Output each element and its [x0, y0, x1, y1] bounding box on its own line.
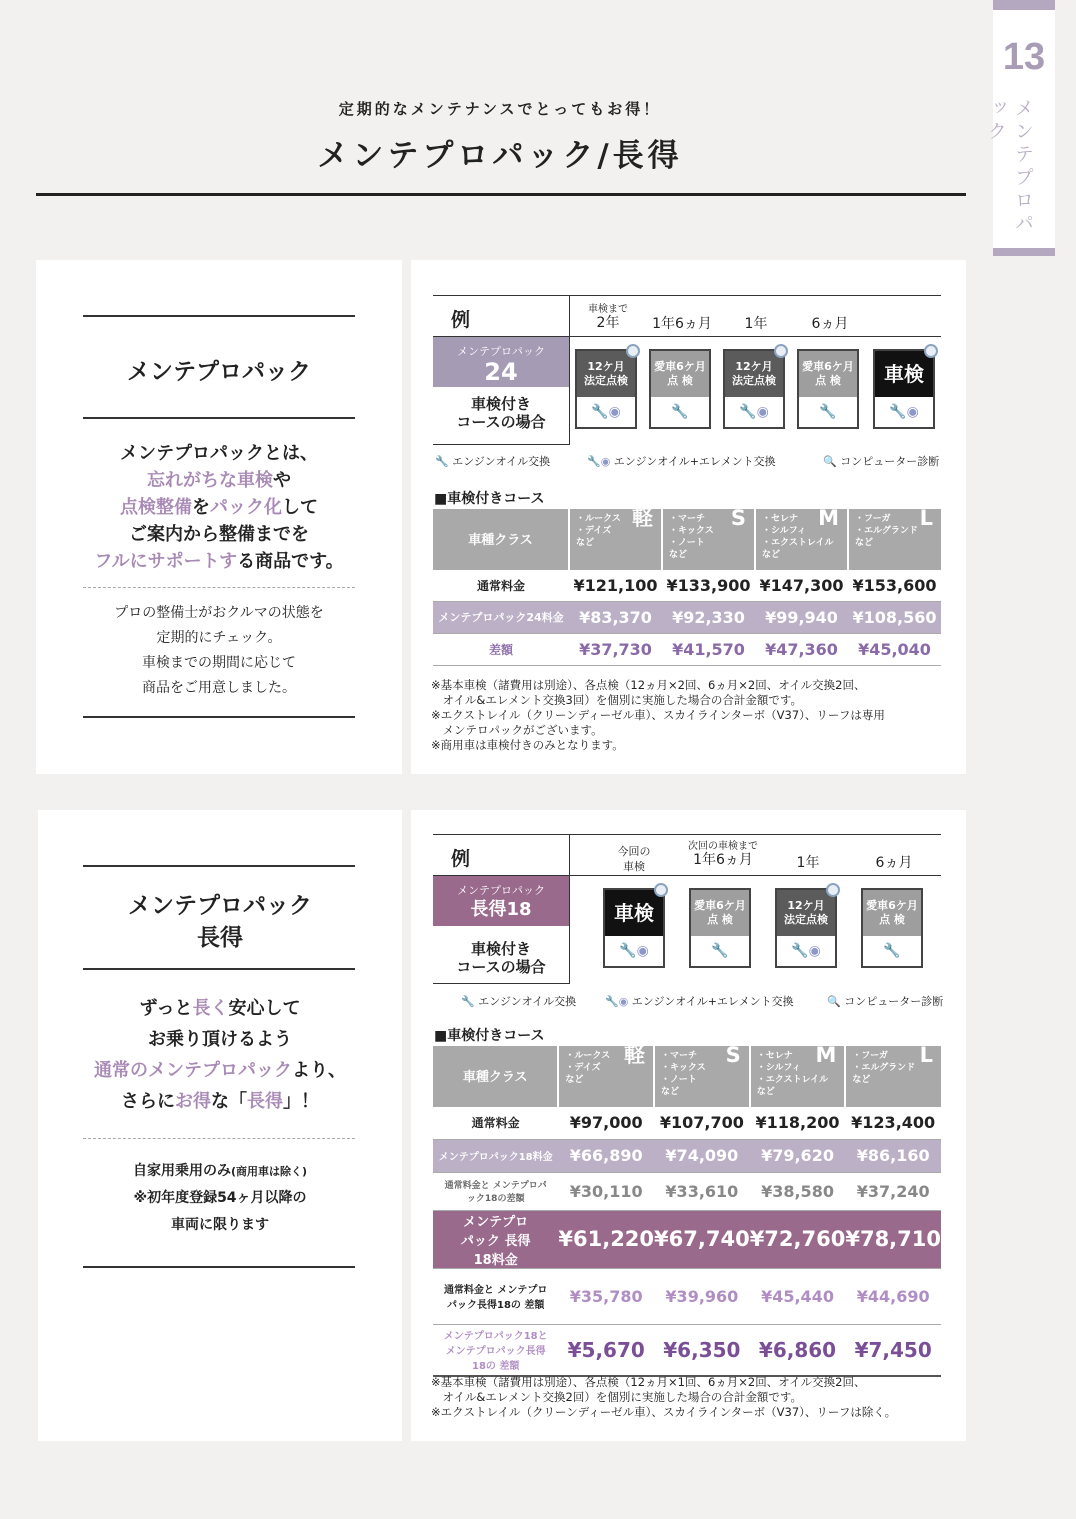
diagnosis-icon: [924, 344, 938, 358]
class-l: ・フーガ ・エルグランド など L: [848, 509, 941, 569]
diagnosis-icon: 🔍: [827, 995, 841, 1008]
service-box-6m: 愛車6ケ月 点 検 🔧: [797, 349, 859, 429]
legend-oil-element: 🔧◉ エンジンオイル+エレメント交換: [605, 995, 794, 1008]
section2-notes: ※基本車検（諸費用は別途）、各点検（12ヵ月×1回、6ヵ月×2回、オイル交換2回、 オイル&エレメント交換2回）を個別に実施した場合の合計金額です。 ※エクストレイル（クリーンディーゼル車）、スカイラインターボ（V37）、リーフは除く。: [431, 1375, 897, 1419]
table-row: メンテプロパック24料金 ¥83,370 ¥92,330 ¥99,940 ¥108,560: [433, 601, 941, 633]
table-row: メンテプロパック 長得18料金 ¥61,220 ¥67,740 ¥72,760 ¥78,710: [433, 1210, 941, 1268]
divider: [83, 1266, 355, 1268]
timeline-label: 1年6ヵ月: [652, 316, 712, 332]
diagnosis-icon: 🔍: [823, 455, 837, 468]
legend-oil-element: 🔧◉ エンジンオイル+エレメント交換: [587, 455, 776, 468]
dashed-divider: [83, 1138, 355, 1139]
divider: [83, 716, 355, 718]
section1-description: プロの整備士がおクルマの状態を 定期的にチェック。 車検までの期間に応じて 商品をご用意しました。: [114, 605, 324, 696]
diagnosis-icon: [826, 883, 840, 897]
page-title: メンテプロパック/長得: [317, 138, 683, 174]
timeline-label: 1年: [796, 855, 820, 871]
table-title: ■車検付きコース: [434, 1028, 545, 1044]
timeline-label: 今回の 車検: [617, 845, 651, 873]
service-box-12m: 12ケ月 法定点検 🔧◉: [723, 349, 785, 429]
divider: [83, 865, 355, 867]
diagnosis-icon: [626, 344, 640, 358]
service-box-6m: 愛車6ケ月 点 検 🔧: [649, 349, 711, 429]
course-label: 車検付き コースの場合: [456, 395, 546, 431]
section1-title: メンテプロパック: [127, 359, 311, 385]
legend-diag: 🔍 コンピューター診断: [827, 995, 944, 1008]
divider: [83, 968, 355, 970]
legend-oil: 🔧 エンジンオイル交換: [461, 995, 577, 1008]
legend-oil: 🔧 エンジンオイル交換: [435, 455, 551, 468]
divider: [83, 417, 355, 419]
service-box-shaken: 車検 🔧◉: [603, 888, 665, 968]
table-title: ■車検付きコース: [434, 491, 545, 507]
timeline-label: 次回の車検まで 1年6ヵ月: [688, 841, 758, 868]
plan-badge-24: メンテプロパック 24: [433, 337, 569, 387]
title-divider: [36, 193, 966, 196]
section2-right-panel: [411, 810, 966, 1441]
oil-icon: 🔧: [435, 455, 449, 468]
service-box-6m: 愛車6ケ月 点 検 🔧: [689, 888, 751, 968]
section1-notes: ※基本車検（諸費用は別途）、各点検（12ヵ月×2回、6ヵ月×2回、オイル交換2回、 オイル&エレメント交換3回）を個別に実施した場合の合計金額です。 ※エクストレイル（クリーンディーゼル車）、スカイラインターボ（V37）、リーフは専用 メンテロパックがございます。 ※商用車は車検付きのみとなります。: [431, 678, 885, 752]
dashed-divider: [83, 587, 355, 588]
legend-diag: 🔍 コンピューター診断: [823, 455, 940, 468]
example-timeline: [433, 834, 941, 984]
diagnosis-icon: [774, 344, 788, 358]
class-kei: ・ルークス ・デイズ など 軽: [558, 1046, 654, 1106]
service-box-shaken: 車検 🔧◉: [873, 349, 935, 429]
timeline-label: 1年: [744, 316, 768, 332]
table-row: 差額 ¥37,730 ¥41,570 ¥47,360 ¥45,040: [433, 633, 941, 665]
table-row: 通常料金と メンテプロパック18の差額 ¥30,110 ¥33,610 ¥38,580 ¥37,240: [433, 1172, 941, 1210]
timeline-label: 6ヵ月: [875, 855, 913, 871]
page-number: 13: [1002, 36, 1046, 78]
diagnosis-icon: [654, 883, 668, 897]
table-row: 通常料金 ¥121,100 ¥133,900 ¥147,300 ¥153,600: [433, 569, 941, 601]
service-box-6m: 愛車6ケ月 点 検 🔧: [861, 888, 923, 968]
page-tab-label: メンテプロパック: [985, 98, 1034, 236]
section2-lead: ずっと長く安心して お乗り頂けるよう 通常のメンテプロパックより、 さらにお得な「長得」！: [94, 998, 346, 1112]
class-m: ・セレナ ・シルフィ ・エクストレイル など M: [750, 1046, 846, 1106]
oil-icon: 🔧: [461, 995, 475, 1008]
page-subtitle: 定期的なメンテナンスでとってもお得！: [338, 100, 662, 118]
section2-conditions: 自家用乗用のみ(商用車は除く) ※初年度登録54ヶ月以降の 車両に限ります: [132, 1163, 308, 1233]
oil-element-icon: 🔧◉: [605, 995, 629, 1008]
divider: [83, 315, 355, 317]
section2-title: メンテプロパック 長得: [128, 893, 312, 951]
table-row: メンテプロパック18料金 ¥66,890 ¥74,090 ¥79,620 ¥86,160: [433, 1139, 941, 1172]
timeline-label: 車検まで 2年: [588, 304, 628, 331]
class-m: ・セレナ ・シルフィ ・エクストレイル など M: [755, 509, 848, 569]
price-table-24: 車種クラス ・ルークス ・デイズ など 軽 ・マーチ ・キックス ・ノート など S ・セレナ ・シルフィ ・エクストレイル など M ・フーガ ・エルグランド など L 通常料金 ¥121,100 ¥133,900 ¥147,300 ¥153,600 メンテプロパック24料金 ¥83,370 ¥92,330 ¥99,940 ¥108,560 差額 ¥37,730 ¥41,570 ¥47,360 ¥45,040: [433, 509, 941, 666]
section1-left-panel: [36, 260, 402, 774]
course-label: 車検付き コースの場合: [456, 940, 546, 976]
table-row: 通常料金 ¥97,000 ¥107,700 ¥118,200 ¥123,400: [433, 1106, 941, 1139]
class-kei: ・ルークス ・デイズ など 軽: [569, 509, 662, 569]
plan-badge-choutoku18: メンテプロパック 長得18: [433, 876, 569, 926]
example-label: 例: [451, 309, 471, 331]
section1-right-panel: [411, 260, 966, 774]
oil-element-icon: 🔧◉: [587, 455, 611, 468]
timeline-label: 6ヵ月: [811, 316, 849, 332]
page-tab: [985, 0, 1055, 256]
section2-left-panel: [38, 810, 402, 1441]
table-row: 通常料金と メンテプロパック長得18の 差額 ¥35,780 ¥39,960 ¥45,440 ¥44,690: [433, 1268, 941, 1324]
service-box-12m: 12ケ月 法定点検 🔧◉: [575, 349, 637, 429]
class-s: ・マーチ ・キックス ・ノート など S: [654, 1046, 750, 1106]
example-timeline: [433, 295, 941, 445]
price-table-choutoku18: 車種クラス ・ルークス ・デイズ など 軽 ・マーチ ・キックス ・ノート など S ・セレナ ・シルフィ ・エクストレイル など M ・フーガ ・エルグランド など L 通常料金 ¥97,000 ¥107,700 ¥118,200 ¥123,400 メンテプロパック18料金 ¥66,890 ¥74,090 ¥79,620 ¥86,160 通常料金と メンテプロパック18の差額 ¥30,110 ¥33,610 ¥38,580 ¥37,240 メンテプロパック 長得18料金 ¥61,220 ¥67,740 ¥72,760 ¥78,710 通常料金と メンテプロパック長得18の 差額 ¥35,780 ¥39,960 ¥45,440 ¥44,690 メンテプロパック18と メンテプロパック長得18の 差額 ¥5,670 ¥6,350 ¥6,860 ¥7,450: [433, 1046, 941, 1377]
table-row: メンテプロパック18と メンテプロパック長得18の 差額 ¥5,670 ¥6,350 ¥6,860 ¥7,450: [433, 1324, 941, 1376]
example-label: 例: [451, 848, 471, 870]
section1-lead: メンテプロパックとは、 忘れがちな車検や 点検整備をパック化して ご案内から整備までを フルにサポートする商品です。: [94, 443, 344, 572]
service-box-12m: 12ケ月 法定点検 🔧◉: [775, 888, 837, 968]
class-s: ・マーチ ・キックス ・ノート など S: [662, 509, 755, 569]
class-l: ・フーガ ・エルグランド など L: [845, 1046, 941, 1106]
